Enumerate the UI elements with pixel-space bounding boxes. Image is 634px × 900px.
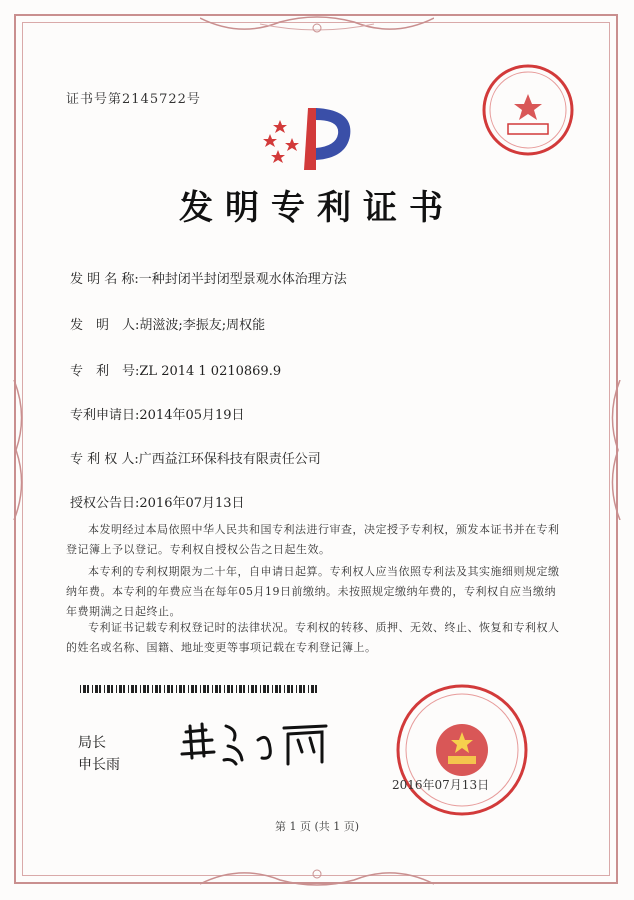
grant-date-field xyxy=(70,492,245,511)
agency-seal-icon xyxy=(478,60,578,160)
barcode xyxy=(80,685,320,693)
field-label: 专 利 号: xyxy=(70,364,140,379)
patentee-field xyxy=(70,448,321,467)
field-value: 2016年07月13日 xyxy=(139,496,245,511)
field-label: 授权公告日: xyxy=(70,496,140,511)
director-name: 申长雨 xyxy=(78,757,120,773)
issue-date: 2016年07月13日 xyxy=(392,778,490,792)
invention-name-field xyxy=(70,268,347,287)
page-title: 发明专利证书 xyxy=(179,188,455,228)
certificate-number: 证书号第2145722号 xyxy=(66,92,201,107)
right-ornament xyxy=(604,380,624,520)
page-number: 第 1 页 (共 1 页) xyxy=(274,820,360,833)
field-value: 一种封闭半封闭型景观水体治理方法 xyxy=(138,272,347,287)
paragraph-2: 本专利的专利权期限为二十年，自申请日起算。专利权人应当依照专利法及其实施细则规定缴纳年费。本专利的年费应当在每年05月19日前缴纳。未按照规定缴纳年费的，专利权自应当缴纳年费期满之日起终止。 xyxy=(66,565,560,618)
field-value: 胡滋波;李振友;周权能 xyxy=(139,318,266,333)
field-label: 发 明 人: xyxy=(70,318,140,333)
state-ip-office-seal-icon xyxy=(392,680,532,820)
paragraph-3: 专利证书记载专利权登记时的法律状况。专利权的转移、质押、无效、终止、恢复和专利权人的姓名或名称、国籍、地址变更等事项记载在专利登记簿上。 xyxy=(66,621,560,654)
patent-number-field xyxy=(70,360,281,379)
field-value: 2014年05月19日 xyxy=(139,408,245,423)
director-title: 局长 xyxy=(78,735,106,751)
inventors-field xyxy=(70,314,265,333)
paragraph-1: 本发明经过本局依照中华人民共和国专利法进行审查，决定授予专利权，颁发本证书并在专利登记簿上予以登记。专利权自授权公告之日起生效。 xyxy=(66,523,560,556)
field-label: 专利申请日: xyxy=(70,408,140,423)
field-value: ZL 2014 1 0210869.9 xyxy=(139,364,282,379)
field-value: 广西益江环保科技有限责任公司 xyxy=(138,452,321,467)
top-ornament xyxy=(200,14,434,40)
cnipa-logo-icon xyxy=(258,100,358,172)
field-label: 发 明 名 称: xyxy=(70,272,139,287)
field-label: 专 利 权 人: xyxy=(70,452,139,467)
left-ornament xyxy=(10,380,30,520)
director-signature xyxy=(176,712,346,772)
bottom-ornament xyxy=(200,862,434,888)
filing-date-field xyxy=(70,404,245,423)
